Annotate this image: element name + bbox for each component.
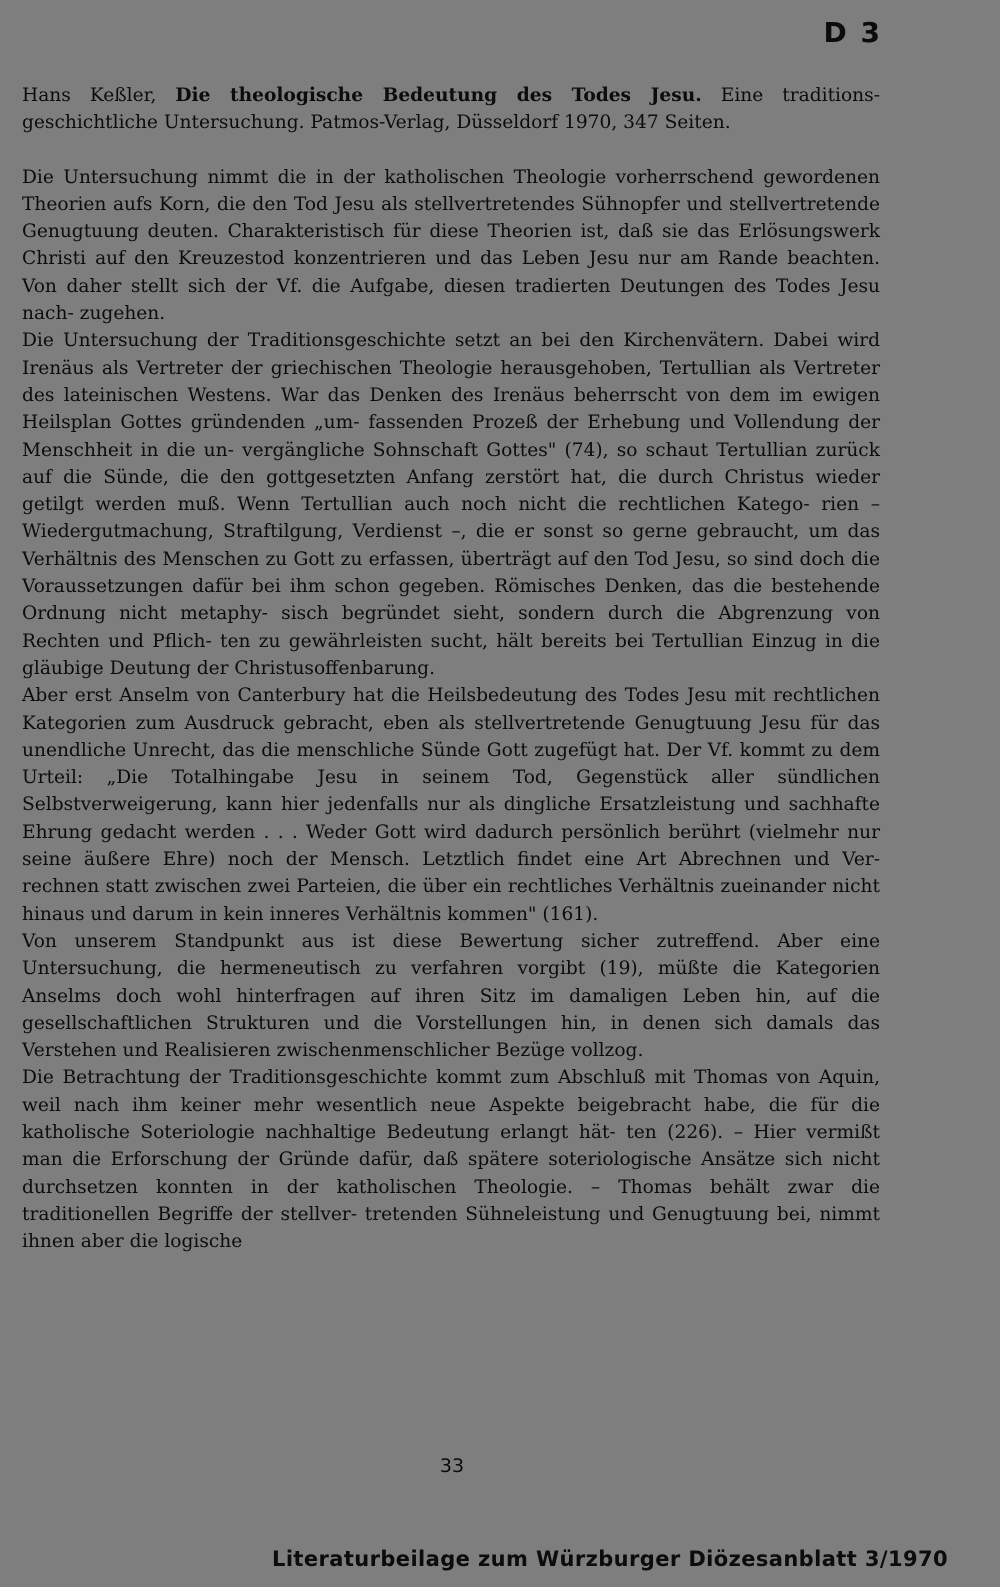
body-paragraph: Die Betrachtung der Traditionsgeschichte kommt zum Abschluß mit Thomas von Aquin, weil nach ihm keiner mehr wesentlich neue Aspekte beigebracht habe, die für die katholische Soteriologie nachhaltige Bedeutung erlangt hät- ten (226). – Hier vermißt man die Erforschung der Gründe dafür, daß spätere soteriologische Ansätze sich nicht durchsetzen konnten in der katholischen Theologie. – Thomas behält zwar die traditionellen Begriffe der stellver- tretenden Sühneleistung und Genugtuung bei, nimmt ihnen aber die logische	[22, 1067, 880, 1253]
citation-details: Eine traditions- geschichtliche Untersuchung. Patmos-Verlag, Düsseldorf 1970, 347 Seiten.	[22, 85, 880, 134]
citation-author: Hans Keßler,	[22, 85, 157, 106]
body-paragraph: Die Untersuchung der Traditionsgeschichte setzt an bei den Kirchenvätern. Dabei wird Irenäus als Vertreter der griechischen Theologie herausgehoben, Tertullian als Vertreter des lateinischen Westens. War das Denken des Irenäus beherrscht von dem im ewigen Heilsplan Gottes gründenden „um- fassenden Prozeß der Erhebung und Vollendung der Menschheit in die un- vergängliche Sohnschaft Gottes" (74), so schaut Tertullian zurück auf die Sünde, die den gottgesetzten Anfang zerstört hat, die durch Christus wieder getilgt werden muß. Wenn Tertullian auch noch nicht die rechtlichen Katego- rien – Wiedergutmachung, Straftilgung, Verdienst –, die er sonst so gerne gebraucht, um das Verhältnis des Menschen zu Gott zu erfassen, überträgt auf den Tod Jesu, so sind doch die Voraussetzungen dafür bei ihm schon gegeben. Römisches Denken, das die bestehende Ordnung nicht metaphy- sisch begründet sieht, sondern durch die Abgrenzung von Rechten und Pflich- ten zu gewährleisten sucht, hält bereits bei Tertullian Einzug in die gläubige Deutung der Christusoffenbarung.	[22, 330, 880, 679]
citation	[22, 82, 880, 137]
citation-title: Die theologische Bedeutung des Todes Jesu.	[175, 85, 702, 106]
review-text	[22, 82, 880, 1255]
body-paragraph: Die Untersuchung nimmt die in der katholischen Theologie vorherrschend gewordenen Theorien aufs Korn, die den Tod Jesu als stellvertretendes Sühnopfer und stellvertretende Genugtuung deuten. Charakteristisch für diese Theorien ist, daß sie das Erlösungswerk Christi auf den Kreuzestod konzentrieren und das Leben Jesu nur am Rande beachten. Von daher stellt sich der Vf. die Aufgabe, diesen tradierten Deutungen des Todes Jesu nach- zugehen.	[22, 166, 880, 325]
publication-footer: Literaturbeilage zum Würzburger Diözesanblatt 3/1970	[272, 1547, 948, 1571]
body-paragraph: Von unserem Standpunkt aus ist diese Bewertung sicher zutreffend. Aber eine Untersuchung, die hermeneutisch zu verfahren vorgibt (19), müßte die Kategorien Anselms doch wohl hinterfragen auf ihren Sitz im damaligen Leben hin, auf die gesellschaftlichen Strukturen und die Vorstellungen hin, in denen sich damals das Verstehen und Realisieren zwischenmenschlicher Bezüge vollzog.	[22, 930, 880, 1062]
page-number: 33	[439, 1455, 465, 1477]
section-code: D 3	[823, 16, 882, 49]
body-paragraph: Aber erst Anselm von Canterbury hat die Heilsbedeutung des Todes Jesu mit rechtlichen Kategorien zum Ausdruck gebracht, eben als stellvertretende Genugtuung Jesu für das unendliche Unrecht, das die menschliche Sünde Gott zugefügt hat. Der Vf. kommt zu dem Urteil: „Die Totalhingabe Jesu in seinem Tod, Gegenstück aller sündlichen Selbstverweigerung, kann hier jedenfalls nur als dingliche Ersatzleistung und sachhafte Ehrung gedacht werden . . . Weder Gott wird dadurch persönlich berührt (vielmehr nur seine äußere Ehre) noch der Mensch. Letztlich findet eine Art Abrechnen und Ver- rechnen statt zwischen zwei Parteien, die über ein rechtliches Verhältnis zueinander nicht hinaus und darum in kein inneres Verhältnis kommen" (161).	[22, 685, 880, 925]
